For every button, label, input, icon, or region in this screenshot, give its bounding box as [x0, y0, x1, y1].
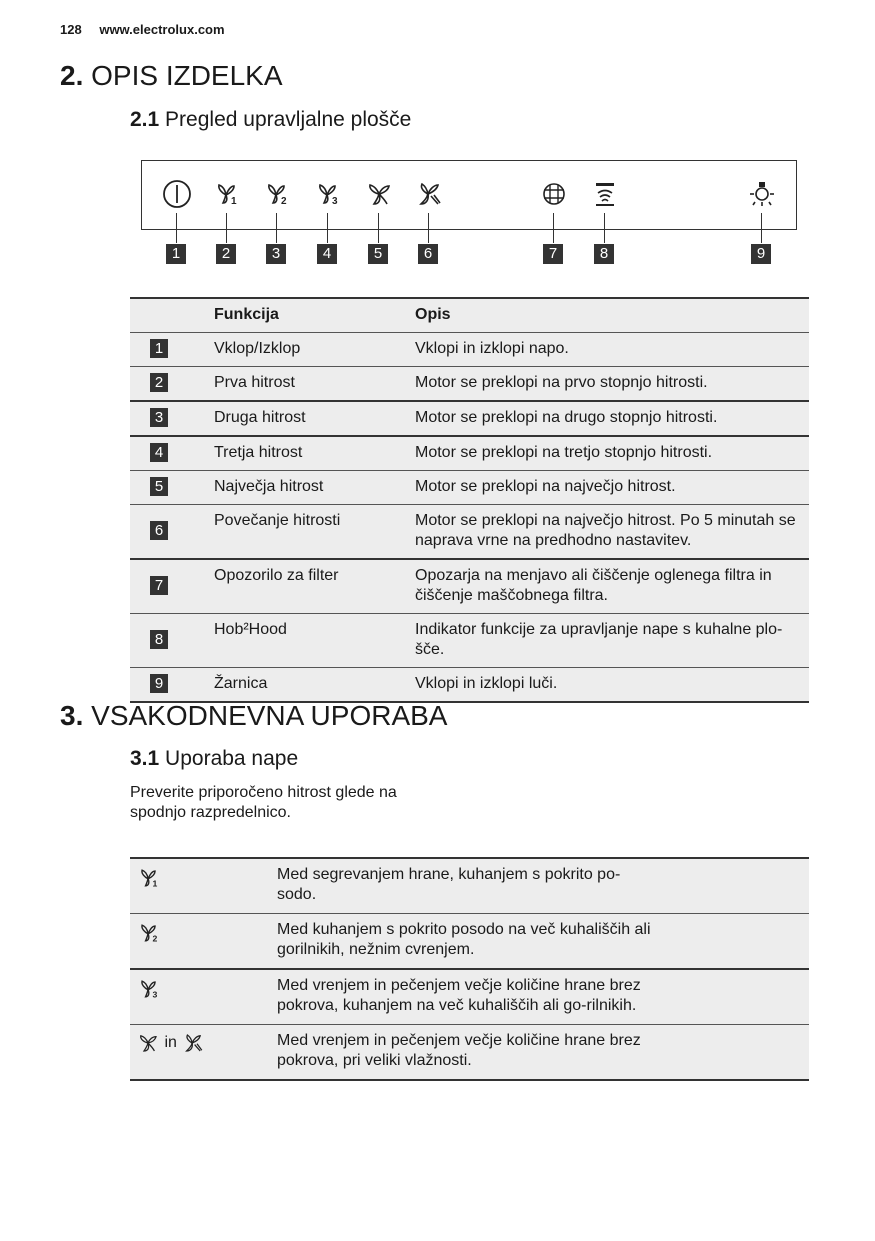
svg-text:3: 3	[152, 989, 158, 1000]
fan-speed-2-icon	[136, 920, 162, 946]
row-number: 2	[150, 373, 168, 392]
row-function: Druga hitrost	[214, 401, 415, 436]
section-2-title: OPIS IZDELKA	[91, 60, 283, 91]
table-row	[130, 471, 809, 505]
svg-text:1: 1	[231, 196, 237, 207]
table-row	[130, 1025, 809, 1081]
row-function: Žarnica	[214, 668, 415, 703]
row-description: Motor se preklopi na drugo stopnjo hitrosti.	[415, 401, 809, 436]
row-function: Hob²Hood	[214, 614, 415, 668]
row-description: Motor se preklopi na največjo hitrost. Po 5 minutah se naprava vrne na predhodno nastavitev.	[415, 505, 809, 560]
table-row	[130, 401, 809, 436]
fan-boost-icon	[181, 1031, 205, 1055]
section-2-1-number: 2.1	[130, 108, 160, 131]
row-number: 6	[150, 521, 168, 540]
intro-text: Preverite priporočeno hitrost glede na spodnjo razpredelnico.	[130, 784, 397, 821]
callout-5: 5	[368, 244, 388, 264]
row-description: Med kuhanjem s pokrito posodo na več kuhališčih ali gorilnikih, nežnim cvrenjem.	[277, 914, 809, 970]
row-description: Vklopi in izklopi napo.	[415, 333, 809, 367]
row-description: Med segrevanjem hrane, kuhanjem s pokrito po-sodo.	[277, 858, 809, 914]
svg-text:2: 2	[152, 933, 158, 944]
row-function: Vklop/Izklop	[214, 333, 415, 367]
table-row	[130, 969, 809, 1025]
fan-speed-2-icon	[262, 179, 292, 209]
table-row	[130, 333, 809, 367]
page-header	[60, 22, 225, 37]
callout-8: 8	[594, 244, 614, 264]
section-3-1-heading	[130, 747, 298, 771]
svg-text:2: 2	[281, 196, 287, 207]
row-number: 8	[150, 630, 168, 649]
callout-4: 4	[317, 244, 337, 264]
page-number: 128	[60, 22, 82, 37]
svg-text:3: 3	[332, 196, 338, 207]
table-row	[130, 914, 809, 970]
section-2-1-title: Pregled upravljalne plošče	[165, 108, 412, 131]
header-description: Opis	[415, 298, 809, 333]
section-2-1-heading	[130, 108, 411, 132]
section-2-heading	[60, 60, 283, 92]
table-row	[130, 436, 809, 471]
fan-speed-3-icon	[136, 976, 162, 1002]
table-row	[130, 367, 809, 402]
section-3-title: VSAKODNEVNA UPORABA	[91, 700, 448, 731]
section-3-number: 3.	[60, 700, 84, 731]
fan-speed-1-icon	[212, 179, 242, 209]
row-number: 5	[150, 477, 168, 496]
row-description: Med vrenjem in pečenjem večje količine hrane brez pokrova, pri veliki vlažnosti.	[277, 1025, 809, 1081]
row-number: 7	[150, 576, 168, 595]
row-description: Motor se preklopi na tretjo stopnjo hitrosti.	[415, 436, 809, 471]
section-2-number: 2.	[60, 60, 84, 91]
table-row	[130, 559, 809, 614]
row-number: 4	[150, 443, 168, 462]
table-header-row	[130, 298, 809, 333]
row-description: Opozarja na menjavo ali čiščenje oglenega filtra in čiščenje maščobnega filtra.	[415, 559, 809, 614]
power-icon	[162, 179, 192, 209]
row-function: Prva hitrost	[214, 367, 415, 402]
fan-speed-4-icon	[364, 179, 394, 209]
fan-speed-3-icon	[313, 179, 343, 209]
callout-1: 1	[166, 244, 186, 264]
callout-6: 6	[418, 244, 438, 264]
row-number: 3	[150, 408, 168, 427]
header-url[interactable]: www.electrolux.com	[99, 22, 225, 37]
header-function: Funkcija	[214, 298, 415, 333]
table-row	[130, 614, 809, 668]
fan-speed-4-icon	[136, 1031, 160, 1055]
filter-icon	[539, 179, 569, 209]
light-icon	[747, 179, 777, 209]
function-table	[130, 297, 809, 703]
callout-2: 2	[216, 244, 236, 264]
row-description: Indikator funkcije za upravljanje nape s kuhalne plo-šče.	[415, 614, 809, 668]
row-function: Povečanje hitrosti	[214, 505, 415, 560]
row-number: 1	[150, 339, 168, 358]
row-description: Med vrenjem in pečenjem večje količine hrane brez pokrova, kuhanjem na več kuhališčih ali go-rilnikih.	[277, 969, 809, 1025]
usage-table	[130, 857, 809, 1081]
control-panel-diagram	[141, 160, 797, 230]
row-function: Opozorilo za filter	[214, 559, 415, 614]
section-3-heading	[60, 700, 447, 732]
fan-boost-icon	[414, 179, 444, 209]
fan-speed-1-icon	[136, 865, 162, 891]
connector-text: in	[164, 1034, 177, 1051]
callout-7: 7	[543, 244, 563, 264]
callout-3: 3	[266, 244, 286, 264]
table-row	[130, 668, 809, 703]
callout-9: 9	[751, 244, 771, 264]
row-description: Vklopi in izklopi luči.	[415, 668, 809, 703]
table-row	[130, 505, 809, 560]
hob2hood-icon	[590, 179, 620, 209]
svg-text:1: 1	[152, 878, 158, 889]
table-row	[130, 858, 809, 914]
row-number: 9	[150, 674, 168, 693]
row-function: Tretja hitrost	[214, 436, 415, 471]
row-function: Največja hitrost	[214, 471, 415, 505]
row-description: Motor se preklopi na prvo stopnjo hitrosti.	[415, 367, 809, 402]
section-3-1-title: Uporaba nape	[165, 747, 299, 770]
section-3-1-number: 3.1	[130, 747, 160, 770]
row-description: Motor se preklopi na največjo hitrost.	[415, 471, 809, 505]
